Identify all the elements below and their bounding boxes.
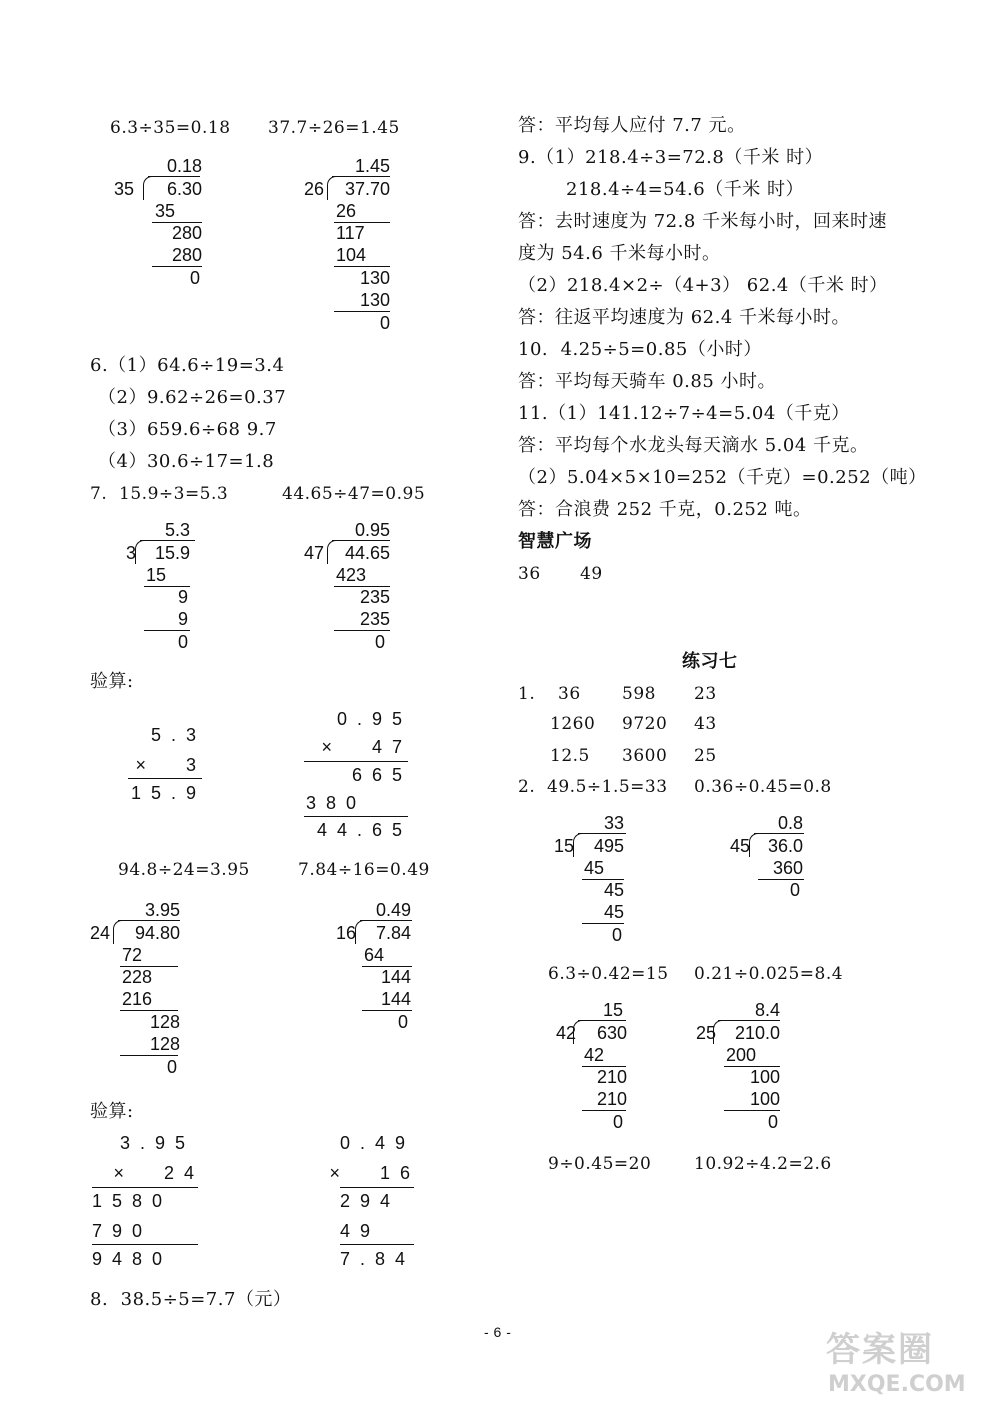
step: 0 <box>612 1112 623 1132</box>
divisor: 25 <box>696 1023 717 1043</box>
mult-row: 15.9 <box>130 783 206 803</box>
dividend: 94.80 <box>134 923 180 943</box>
check-label-2: 验算: <box>90 1101 134 1122</box>
quotient: 0.95 <box>354 520 390 540</box>
step: 45 <box>603 880 624 900</box>
step: 235 <box>359 609 390 629</box>
p1-cell: 3600 <box>622 746 668 766</box>
eq-37-7-div-26: 37.7÷26=1.45 <box>268 118 400 138</box>
mult-row: × 47 <box>321 737 412 757</box>
eq-7-84-div-16: 7.84÷16=0.49 <box>298 860 430 880</box>
mult-row: × 16 <box>329 1163 420 1183</box>
q7-b: 44.65÷47=0.95 <box>282 484 426 504</box>
quotient: 5.3 <box>164 520 190 540</box>
step: 0 <box>379 313 390 333</box>
dividend: 6.30 <box>166 179 202 199</box>
q6-1: 6.（1）64.6÷19=3.4 <box>90 355 285 376</box>
vertical-multiplication-3 <box>92 1132 204 1277</box>
step: 0 <box>611 925 622 945</box>
dividend: 36.0 <box>767 836 803 856</box>
q6-2: （2）9.62÷26=0.37 <box>98 387 287 408</box>
q7-a: 7. 15.9÷3=5.3 <box>90 484 229 504</box>
step: 9 <box>177 587 188 607</box>
step: 104 <box>336 245 367 265</box>
step: 26 <box>336 201 357 221</box>
step: 0 <box>767 1112 778 1132</box>
p1-cell: 36 <box>558 684 581 704</box>
step: 280 <box>171 245 202 265</box>
long-division-8 <box>728 813 808 903</box>
quotient: 8.4 <box>754 1000 780 1020</box>
mult-row: 1580 <box>92 1191 173 1211</box>
p1-cell: 43 <box>694 714 717 734</box>
step: 128 <box>149 1012 180 1032</box>
long-division-10 <box>696 1000 786 1135</box>
answer-q9-1: 答：去时速度为 72.8 千米每小时，回来时速 <box>518 211 888 232</box>
mult-row: 294 <box>340 1191 401 1211</box>
step: 15 <box>146 565 167 585</box>
mult-row: 7.84 <box>340 1249 416 1269</box>
vertical-multiplication-2 <box>302 708 412 838</box>
step: 0 <box>374 632 385 652</box>
mult-row: 0.95 <box>336 709 412 729</box>
p1-cell: 23 <box>694 684 717 704</box>
step: 0 <box>166 1057 177 1077</box>
step: 280 <box>171 223 202 243</box>
mult-row: 49 <box>340 1221 381 1241</box>
p1-cell: 25 <box>694 746 717 766</box>
mult-row: 9480 <box>92 1249 173 1269</box>
section-heading-zhihui: 智慧广场 <box>518 531 592 552</box>
divisor: 26 <box>304 179 325 199</box>
step: 360 <box>772 858 803 878</box>
quotient: 15 <box>602 1000 623 1020</box>
answer-value-b: 49 <box>580 564 603 584</box>
step: 0 <box>189 268 200 288</box>
vertical-multiplication-4 <box>329 1132 420 1277</box>
dividend: 7.84 <box>375 923 411 943</box>
p1-cell: 12.5 <box>550 746 590 766</box>
q6-3: （3）659.6÷68 9.7 <box>98 419 277 440</box>
watermark-logo: 答案圈 <box>826 1330 934 1370</box>
divisor: 16 <box>336 923 357 943</box>
answer-q11-1: 答：平均每个水龙头每天滴水 5.04 千克。 <box>518 435 869 456</box>
p4-a: 9÷0.45=20 <box>548 1154 652 1174</box>
step: 0 <box>397 1012 408 1032</box>
answer-q11-2: 答：合浪费 252 千克，0.252 吨。 <box>518 499 812 520</box>
long-division-2 <box>300 156 395 336</box>
step: 45 <box>603 902 624 922</box>
quotient: 0.18 <box>166 156 202 176</box>
step: 100 <box>749 1089 780 1109</box>
divisor: 42 <box>556 1023 577 1043</box>
mult-row: × 3 <box>135 755 206 775</box>
step: 100 <box>749 1067 780 1087</box>
q9-1: 9.（1）218.4÷3=72.8（千米 时） <box>518 147 824 168</box>
long-division-6 <box>336 900 416 1035</box>
long-division-9 <box>556 1000 631 1135</box>
long-division-4 <box>300 520 395 655</box>
quotient: 0.49 <box>375 900 411 920</box>
step: 216 <box>122 989 153 1009</box>
answer-q9-2: 答：往返平均速度为 62.4 千米每小时。 <box>518 307 851 328</box>
p1-cell: 9720 <box>622 714 668 734</box>
p2-a: 2. 49.5÷1.5=33 <box>518 777 668 797</box>
q10: 10. 4.25÷5=0.85（小时） <box>518 339 762 360</box>
divisor: 3 <box>126 543 137 563</box>
long-division-3 <box>110 520 200 655</box>
step: 130 <box>359 268 390 288</box>
p4-b: 10.92÷4.2=2.6 <box>694 1154 832 1174</box>
mult-row: 665 <box>351 765 412 785</box>
vertical-multiplication-1 <box>126 724 206 804</box>
step: 42 <box>584 1045 605 1065</box>
q8: 8. 38.5÷5=7.7（元） <box>90 1289 292 1310</box>
eq-94-8-div-24: 94.8÷24=3.95 <box>118 860 250 880</box>
dividend: 630 <box>596 1023 627 1043</box>
divisor: 35 <box>114 179 135 199</box>
p2-b: 0.36÷0.45=0.8 <box>694 777 832 797</box>
answer-q8: 答：平均每人应付 7.7 元。 <box>518 115 746 136</box>
section-title-lianxi: 练习七 <box>682 651 738 672</box>
p1-cell: 1260 <box>550 714 596 734</box>
mult-row: 5.3 <box>150 725 206 745</box>
step: 72 <box>122 945 143 965</box>
p3-a: 6.3÷0.42=15 <box>548 964 669 984</box>
quotient: 3.95 <box>144 900 180 920</box>
divisor: 47 <box>304 543 325 563</box>
step: 144 <box>380 989 411 1009</box>
q9-2: （2）218.4×2÷（4+3） 62.4（千米 时） <box>518 275 888 296</box>
step: 0 <box>177 632 188 652</box>
step: 235 <box>359 587 390 607</box>
step: 117 <box>336 223 365 243</box>
dividend: 37.70 <box>344 179 390 199</box>
step: 9 <box>177 609 188 629</box>
step: 64 <box>364 945 385 965</box>
divisor: 15 <box>554 836 575 856</box>
page-number: - 6 - <box>484 1324 512 1340</box>
q11-1: 11.（1）141.12÷7÷4=5.04（千克） <box>518 403 850 424</box>
long-division-5 <box>90 900 185 1080</box>
answer-value-a: 36 <box>518 564 541 584</box>
quotient: 0.8 <box>777 813 803 833</box>
p3-b: 0.21÷0.025=8.4 <box>694 964 844 984</box>
watermark-url: MXQE.COM <box>828 1372 966 1397</box>
answer-q9-1-cont: 度为 54.6 千米每小时。 <box>518 243 721 264</box>
dividend: 15.9 <box>154 543 190 563</box>
step: 130 <box>359 290 390 310</box>
p1-cell: 598 <box>622 684 656 704</box>
mult-row: 0.49 <box>340 1133 416 1153</box>
mult-row: 44.65 <box>316 820 412 840</box>
step: 144 <box>380 967 411 987</box>
mult-row: × 24 <box>113 1163 204 1183</box>
step: 128 <box>149 1034 180 1054</box>
q9-1-return: 218.4÷4=54.6（千米 时） <box>566 179 804 200</box>
step: 210 <box>596 1089 627 1109</box>
dividend: 495 <box>593 836 624 856</box>
q6-4: （4）30.6÷17=1.8 <box>98 451 275 472</box>
q11-2: （2）5.04×5×10=252（千克）=0.252（吨） <box>518 467 927 488</box>
eq-6-3-div-35: 6.3÷35=0.18 <box>110 118 231 138</box>
quotient: 33 <box>603 813 624 833</box>
p1-number: 1. <box>518 684 536 704</box>
step: 0 <box>789 880 800 900</box>
answer-q10: 答：平均每天骑车 0.85 小时。 <box>518 371 777 392</box>
quotient: 1.45 <box>354 156 390 176</box>
dividend: 44.65 <box>344 543 390 563</box>
check-label-1: 验算: <box>90 671 134 692</box>
step: 200 <box>726 1045 757 1065</box>
long-division-1 <box>100 156 210 296</box>
step: 423 <box>336 565 367 585</box>
step: 45 <box>584 858 605 878</box>
divisor: 24 <box>90 923 111 943</box>
divisor: 45 <box>730 836 751 856</box>
mult-row: 790 <box>92 1221 153 1241</box>
step: 210 <box>596 1067 627 1087</box>
step: 228 <box>122 967 153 987</box>
dividend: 210.0 <box>734 1023 780 1043</box>
long-division-7 <box>552 813 632 948</box>
mult-row: 3.95 <box>120 1133 196 1153</box>
mult-row: 380 <box>306 793 367 813</box>
step: 35 <box>154 201 175 221</box>
